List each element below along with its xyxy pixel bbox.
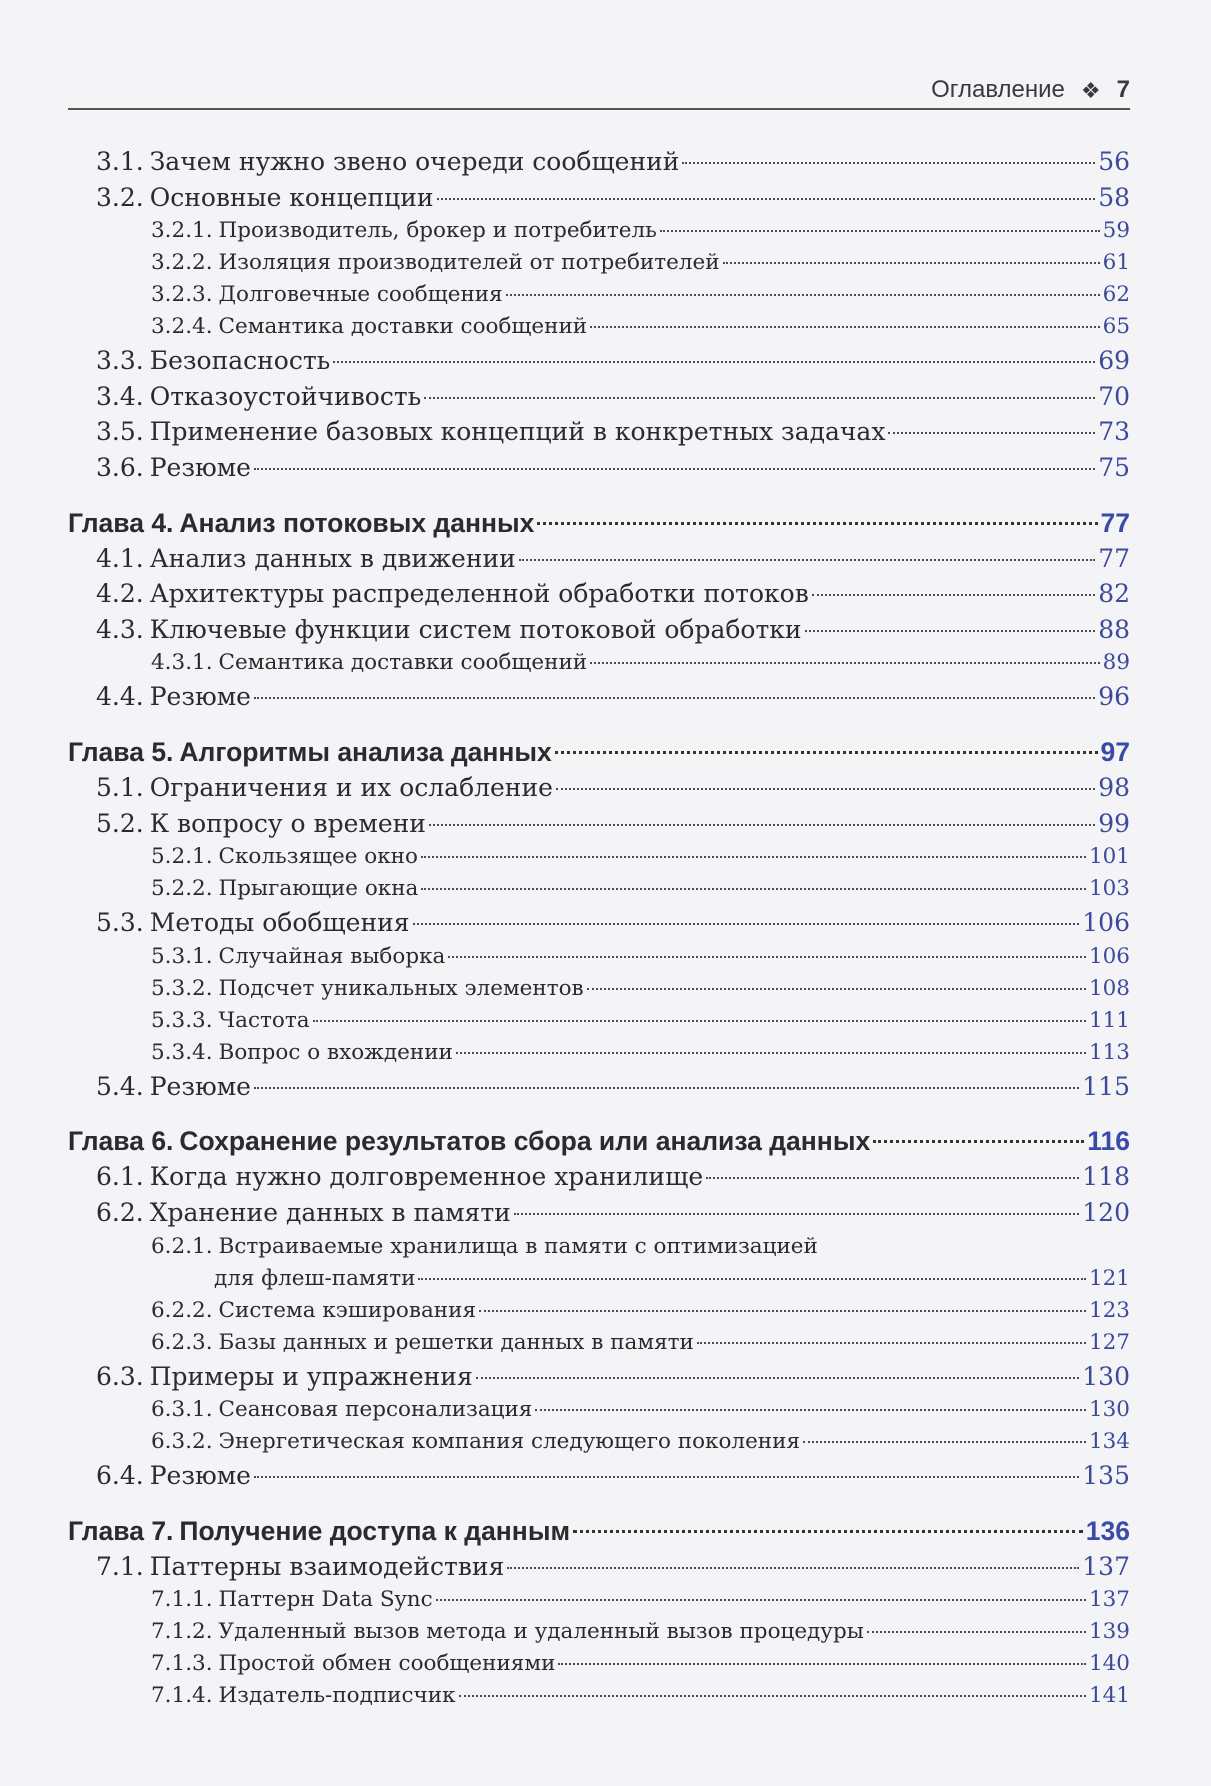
dot-leader — [558, 1663, 1086, 1665]
toc-entry-title: Основные концепции — [149, 182, 434, 212]
toc-entry-title: Примеры и упражнения — [149, 1361, 473, 1391]
dot-leader — [888, 432, 1095, 434]
toc-entry-page: 108 — [1088, 975, 1130, 1001]
toc-entry-number: 6.2. — [96, 1197, 144, 1227]
dot-leader — [418, 1278, 1086, 1280]
toc-entry — [68, 576, 1130, 612]
toc-entry-number: 5.3.3. — [151, 1007, 213, 1033]
toc-entry-number: 5.3.2. — [151, 975, 213, 1001]
toc-entry-page: 88 — [1098, 614, 1130, 644]
toc-entry-number: 3.2.2. — [151, 250, 213, 276]
toc-entry-title: Паттерн Data Sync — [218, 1587, 433, 1613]
table-of-contents — [68, 144, 1130, 1712]
toc-entry-number: 3.2.4. — [151, 314, 213, 340]
dot-leader — [867, 1631, 1086, 1633]
toc-chapter-entry — [68, 505, 1130, 541]
toc-entry — [68, 1426, 1130, 1458]
toc-entry — [68, 1616, 1130, 1648]
dot-leader — [254, 697, 1095, 699]
toc-entry-title: Изоляция производителей от потребителей — [218, 250, 720, 276]
toc-entry-page: 98 — [1098, 772, 1130, 802]
toc-entry-title: Семантика доставки сообщений — [218, 314, 588, 340]
dot-leader — [590, 326, 1100, 328]
dot-leader — [812, 594, 1095, 596]
toc-entry-number: 3.3. — [96, 346, 144, 376]
toc-entry-page: 113 — [1088, 1039, 1130, 1065]
dot-leader — [805, 630, 1096, 632]
toc-entry-title: Безопасность — [149, 346, 331, 376]
dot-leader — [519, 559, 1095, 561]
toc-entry-number: 7.1.2. — [151, 1619, 213, 1645]
toc-entry — [68, 144, 1130, 180]
dot-leader — [437, 198, 1096, 200]
toc-entry-page: 103 — [1088, 876, 1130, 902]
toc-entry-page: 106 — [1088, 943, 1130, 969]
dot-leader — [723, 262, 1100, 264]
toc-entry — [68, 873, 1130, 905]
toc-entry-page: 56 — [1098, 147, 1130, 176]
toc-entry-title: Зачем нужно звено очереди сообщений — [149, 147, 680, 176]
toc-entry-title: Случайная выборка — [218, 943, 446, 969]
toc-entry — [68, 1263, 1130, 1295]
toc-entry-title: Система кэширования — [218, 1297, 477, 1323]
toc-entry-title: Когда нужно долговременное хранилище — [149, 1162, 704, 1192]
toc-entry-title: Частота — [218, 1007, 310, 1033]
toc-entry-page: 115 — [1082, 1071, 1130, 1101]
toc-entry-page: 99 — [1098, 808, 1130, 838]
dot-leader — [429, 824, 1095, 826]
toc-entry-page: 61 — [1102, 250, 1130, 276]
toc-entry — [68, 973, 1130, 1005]
dot-leader — [556, 788, 1095, 790]
dot-leader — [660, 230, 1100, 232]
toc-entry-page: 62 — [1102, 282, 1130, 308]
toc-entry-number: 6.2.1. — [151, 1233, 213, 1259]
toc-entry-page: 97 — [1100, 736, 1130, 767]
toc-entry-page: 106 — [1082, 908, 1130, 938]
toc-entry-number: 3.2.3. — [151, 282, 213, 308]
toc-entry-page: 140 — [1088, 1651, 1130, 1677]
toc-entry-title: Резюме — [149, 1071, 251, 1101]
toc-entry-number: 5.2.1. — [151, 844, 213, 870]
toc-entry — [68, 612, 1130, 648]
toc-entry-title: Сеансовая персонализация — [218, 1397, 533, 1423]
toc-entry — [68, 1005, 1130, 1037]
dot-leader — [254, 1087, 1079, 1089]
toc-entry-page: 73 — [1098, 417, 1130, 447]
toc-entry — [68, 1359, 1130, 1395]
toc-entry-title: Сохранение результатов сбора или анализа данных — [179, 1126, 871, 1157]
toc-entry-title: для флеш-памяти — [214, 1265, 416, 1291]
toc-entry-title: Простой обмен сообщениями — [218, 1651, 556, 1677]
toc-entry-page: 137 — [1088, 1587, 1130, 1613]
toc-entry-title: Паттерны взаимодействия — [149, 1551, 505, 1581]
toc-entry — [68, 1648, 1130, 1680]
dot-leader — [573, 1530, 1083, 1533]
toc-entry-page: 69 — [1098, 346, 1130, 376]
toc-entry-number: 7.1. — [96, 1551, 144, 1581]
toc-entry-number: 4.3.1. — [151, 650, 213, 676]
toc-entry-number: Глава 5. — [68, 736, 174, 767]
toc-entry — [68, 679, 1130, 715]
toc-entry — [68, 541, 1130, 577]
dot-leader — [803, 1441, 1086, 1443]
toc-entry-number: 5.2.2. — [151, 876, 213, 902]
toc-entry-number: 5.3. — [96, 908, 144, 938]
toc-entry-page: 111 — [1088, 1007, 1130, 1033]
toc-entry — [68, 1195, 1130, 1231]
toc-entry — [68, 215, 1130, 247]
dot-leader — [506, 294, 1100, 296]
toc-entry — [68, 941, 1130, 973]
toc-entry-number: 7.1.3. — [151, 1651, 213, 1677]
toc-entry-number: 6.1. — [96, 1162, 144, 1192]
toc-entry-title: Семантика доставки сообщений — [218, 650, 588, 676]
toc-entry-number: Глава 7. — [68, 1515, 174, 1546]
dot-leader — [476, 1377, 1080, 1379]
dot-leader — [456, 1052, 1086, 1054]
ornament-icon: ❖ — [1080, 78, 1101, 103]
toc-entry — [68, 1231, 1130, 1263]
toc-entry-title: Алгоритмы анализа данных — [179, 736, 552, 767]
toc-entry-number: 5.3.1. — [151, 943, 213, 969]
toc-entry-page: 118 — [1082, 1162, 1130, 1192]
dot-leader — [479, 1310, 1086, 1312]
toc-entry-title: Подсчет уникальных элементов — [218, 975, 584, 1001]
toc-entry-number: 7.1.4. — [151, 1683, 213, 1709]
toc-entry-number: 6.3.1. — [151, 1397, 213, 1423]
toc-entry-title: Архитектуры распределенной обработки потоков — [149, 579, 809, 609]
toc-entry-title: Ключевые функции систем потоковой обработки — [149, 614, 802, 644]
dot-leader — [421, 888, 1086, 890]
toc-entry-page: 59 — [1102, 218, 1130, 244]
toc-entry-title: К вопросу о времени — [149, 808, 426, 838]
toc-entry-title: Методы обобщения — [149, 908, 410, 938]
toc-entry — [68, 1584, 1130, 1616]
toc-entry-page: 136 — [1085, 1515, 1130, 1546]
toc-entry — [68, 1069, 1130, 1105]
dot-leader — [682, 162, 1095, 164]
toc-entry-page: 65 — [1102, 314, 1130, 340]
toc-entry — [68, 343, 1130, 379]
toc-entry-page: 116 — [1087, 1126, 1130, 1157]
toc-entry — [68, 1327, 1130, 1359]
toc-entry — [68, 1037, 1130, 1069]
dot-leader — [697, 1342, 1086, 1344]
toc-entry-number: 3.2. — [96, 182, 144, 212]
dot-leader — [254, 1476, 1079, 1478]
toc-entry — [68, 1394, 1130, 1426]
toc-entry-page: 123 — [1088, 1297, 1130, 1323]
toc-entry-title: Встраиваемые хранилища в памяти с оптимизацией — [218, 1233, 818, 1259]
toc-entry-page: 134 — [1088, 1429, 1130, 1455]
toc-entry — [68, 1458, 1130, 1494]
toc-entry-title: Анализ данных в движении — [149, 543, 516, 573]
toc-entry-number: 7.1.1. — [151, 1587, 213, 1613]
toc-entry-page: 120 — [1082, 1197, 1130, 1227]
dot-leader — [535, 1409, 1086, 1411]
toc-entry-page: 139 — [1088, 1619, 1130, 1645]
toc-entry-title: Прыгающие окна — [218, 876, 419, 902]
toc-entry-number: 4.4. — [96, 682, 144, 712]
toc-entry-number: 5.1. — [96, 772, 144, 802]
toc-entry-title: Резюме — [149, 682, 251, 712]
toc-entry — [68, 311, 1130, 343]
header-title: Оглавление — [931, 76, 1065, 103]
toc-entry-number: 3.2.1. — [151, 218, 213, 244]
toc-entry-page: 127 — [1088, 1329, 1130, 1355]
toc-entry-number: 5.4. — [96, 1071, 144, 1101]
toc-entry — [68, 647, 1130, 679]
toc-entry — [68, 806, 1130, 842]
toc-entry-title: Резюме — [149, 1461, 251, 1491]
toc-entry — [68, 279, 1130, 311]
toc-entry — [68, 1549, 1130, 1585]
dot-leader — [873, 1140, 1084, 1143]
toc-entry-number: 5.3.4. — [151, 1039, 213, 1065]
toc-entry-number: 6.2.2. — [151, 1297, 213, 1323]
dot-leader — [537, 522, 1097, 525]
dot-leader — [514, 1213, 1079, 1215]
toc-entry — [68, 450, 1130, 486]
toc-entry-page: 70 — [1098, 381, 1130, 411]
toc-entry-number: Глава 6. — [68, 1126, 174, 1157]
toc-chapter-entry — [68, 1513, 1130, 1549]
toc-entry-title: Получение доступа к данным — [179, 1515, 571, 1546]
dot-leader — [590, 662, 1100, 664]
toc-entry — [68, 1680, 1130, 1712]
toc-entry — [68, 1159, 1130, 1195]
toc-entry-page: 101 — [1088, 844, 1130, 870]
toc-entry-page: 130 — [1088, 1397, 1130, 1423]
dot-leader — [413, 923, 1080, 925]
toc-entry-page: 82 — [1098, 579, 1130, 609]
toc-entry-page: 75 — [1098, 452, 1130, 482]
toc-entry-title: Хранение данных в памяти — [149, 1197, 511, 1227]
dot-leader — [706, 1177, 1079, 1179]
toc-entry — [68, 841, 1130, 873]
toc-entry-title: Энергетическая компания следующего поколения — [218, 1429, 801, 1455]
toc-entry-number: Глава 4. — [68, 507, 174, 538]
toc-chapter-entry — [68, 734, 1130, 770]
header-page-number: 7 — [1116, 76, 1130, 103]
toc-entry — [68, 770, 1130, 806]
toc-entry-number: 4.3. — [96, 614, 144, 644]
toc-entry-page: 77 — [1100, 507, 1130, 538]
toc-entry-page: 77 — [1098, 543, 1130, 573]
toc-entry-number: 4.1. — [96, 543, 144, 573]
toc-entry — [68, 379, 1130, 415]
toc-entry-title: Отказоустойчивость — [149, 381, 422, 411]
toc-entry-number: 3.1. — [96, 147, 144, 176]
toc-entry-page: 121 — [1088, 1265, 1130, 1291]
toc-entry-title: Издатель-подписчик — [218, 1683, 456, 1709]
toc-entry — [68, 180, 1130, 216]
toc-entry-title: Базы данных и решетки данных в памяти — [218, 1329, 694, 1355]
toc-entry-number: 6.3.2. — [151, 1429, 213, 1455]
toc-entry-page: 137 — [1082, 1551, 1130, 1581]
toc-entry-page: 89 — [1102, 650, 1130, 676]
toc-entry-page: 141 — [1088, 1683, 1130, 1709]
dot-leader — [459, 1695, 1086, 1697]
dot-leader — [313, 1020, 1086, 1022]
toc-entry-page: 135 — [1082, 1461, 1130, 1491]
toc-entry-number: 3.6. — [96, 452, 144, 482]
toc-entry-title: Применение базовых концепций в конкретных задачах — [149, 417, 886, 447]
toc-entry-number: 4.2. — [96, 579, 144, 609]
toc-entry-number: 6.2.3. — [151, 1329, 213, 1355]
dot-leader — [424, 397, 1095, 399]
dot-leader — [507, 1567, 1079, 1569]
dot-leader — [448, 956, 1086, 958]
toc-entry-number: 5.2. — [96, 808, 144, 838]
toc-entry-title: Долговечные сообщения — [218, 282, 503, 308]
dot-leader — [587, 988, 1086, 990]
toc-entry-title: Скользящее окно — [218, 844, 418, 870]
dot-leader — [333, 361, 1095, 363]
dot-leader — [436, 1599, 1086, 1601]
toc-entry-title: Удаленный вызов метода и удаленный вызов процедуры — [218, 1619, 864, 1645]
toc-chapter-entry — [68, 1123, 1130, 1159]
toc-entry-page: 130 — [1082, 1361, 1130, 1391]
dot-leader — [421, 856, 1086, 858]
toc-entry — [68, 414, 1130, 450]
toc-entry — [68, 905, 1130, 941]
toc-entry-title: Анализ потоковых данных — [179, 507, 535, 538]
toc-entry-number: 3.4. — [96, 381, 144, 411]
toc-entry-page: 58 — [1098, 182, 1130, 212]
running-header — [68, 70, 1130, 110]
toc-entry-number: 6.4. — [96, 1461, 144, 1491]
toc-entry — [68, 1295, 1130, 1327]
toc-entry-title: Резюме — [149, 452, 251, 482]
toc-entry-title: Ограничения и их ослабление — [149, 772, 553, 802]
dot-leader — [555, 751, 1098, 754]
toc-entry-number: 6.3. — [96, 1361, 144, 1391]
toc-entry — [68, 247, 1130, 279]
toc-entry-title: Производитель, брокер и потребитель — [218, 218, 657, 244]
toc-entry-page: 96 — [1098, 682, 1130, 712]
dot-leader — [254, 468, 1095, 470]
toc-entry-title: Вопрос о вхождении — [218, 1039, 453, 1065]
toc-entry-number: 3.5. — [96, 417, 144, 447]
